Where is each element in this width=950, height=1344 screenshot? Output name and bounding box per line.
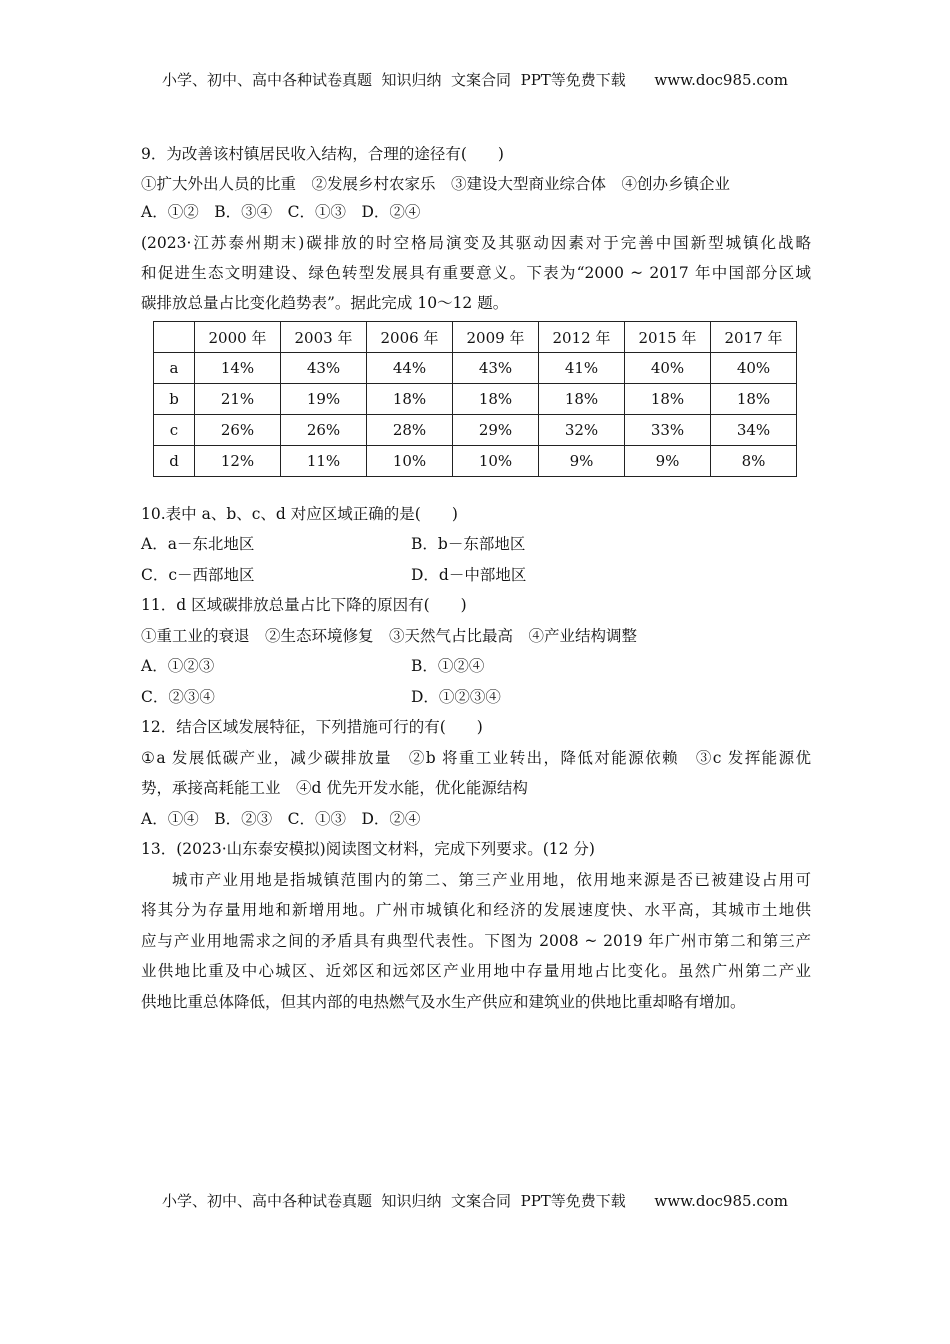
table-cell: 40% [711,353,797,384]
table-cell: 10% [453,446,539,477]
table-cell: 18% [539,384,625,415]
q9-items: ①扩大外出人员的比重 ②发展乡村农家乐 ③建设大型商业综合体 ④创办乡镇企业 [141,175,731,193]
q13-paragraph-line-3: 应与产业用地需求之间的矛盾具有典型代表性。下图为 2008 ~ 2019 年广州市第二和第三产 [141,932,811,950]
q10-option-c: C．c－西部地区 [141,566,255,584]
table-cell: 41% [539,353,625,384]
intro-line-3: 碳排放总量占比变化趋势表”。据此完成 10～12 题。 [141,294,509,312]
page-header: 小学、初中、高中各种试卷真题 知识归纳 文案合同 PPT等免费下载 www.doc985.com [161,71,788,89]
table-header-cell: 2009 年 [453,322,539,353]
q10-option-a: A．a－东北地区 [141,535,255,553]
table-cell: 18% [625,384,711,415]
table-cell: 21% [195,384,281,415]
q12-options: A．①④ B．②③ C．①③ D．②④ [141,810,421,828]
q13-paragraph-line-1: 城市产业用地是指城镇范围内的第二、第三产业用地，依用地来源是否已被建设占用可 [172,871,811,889]
table-cell: 18% [711,384,797,415]
table-cell: 26% [195,415,281,446]
q13-paragraph-line-5: 供地比重总体降低，但其内部的电热燃气及水生产供应和建筑业的供地比重却略有增加。 [141,993,746,1011]
intro-line-1: (2023·江苏泰州期末)碳排放的时空格局演变及其驱动因素对于完善中国新型城镇化战略 [141,234,811,252]
q13-paragraph-line-4: 业供地比重及中心城区、近郊区和远郊区产业用地中存量用地占比变化。虽然广州第二产业 [141,962,811,980]
table-corner-cell [154,322,195,353]
table-cell: 19% [281,384,367,415]
table-cell: 43% [453,353,539,384]
table-cell: 26% [281,415,367,446]
table-cell: 8% [711,446,797,477]
page-footer: 小学、初中、高中各种试卷真题 知识归纳 文案合同 PPT等免费下载 www.doc985.com [161,1192,788,1210]
table-cell: 33% [625,415,711,446]
q11-option-b: B．①②④ [411,657,485,675]
q12-items-line-2: 势，承接高耗能工业 ④d 优先开发水能，优化能源结构 [141,779,528,797]
table-cell: 9% [539,446,625,477]
table-cell: 29% [453,415,539,446]
q11-option-d: D．①②③④ [411,688,501,706]
table-header-row [154,322,797,353]
q10-option-d: D．d－中部地区 [411,566,527,584]
intro-line-2: 和促进生态文明建设、绿色转型发展具有重要意义。下表为“2000 ~ 2017 年中国部分区域 [141,264,811,282]
table-header-cell: 2017 年 [711,322,797,353]
table-header-cell: 2006 年 [367,322,453,353]
table-cell: 40% [625,353,711,384]
carbon-share-table [153,321,797,477]
q12-stem: 12．结合区域发展特征，下列措施可行的有( ) [141,718,483,736]
q12-items-line-1: ①a 发展低碳产业，减少碳排放量 ②b 将重工业转出，降低对能源依赖 ③c 发挥能源优 [141,749,811,767]
q11-items: ①重工业的衰退 ②生态环境修复 ③天然气占比最高 ④产业结构调整 [141,627,638,645]
table-cell: 44% [367,353,453,384]
table-header-cell: 2012 年 [539,322,625,353]
table-cell: 32% [539,415,625,446]
q10-option-b: B．b－东部地区 [411,535,526,553]
table-cell: 10% [367,446,453,477]
table-header-cell: 2003 年 [281,322,367,353]
table-row [154,384,797,415]
q11-stem: 11．d 区域碳排放总量占比下降的原因有( ) [141,596,467,614]
table-row-label: a [154,353,195,384]
q10-stem: 10.表中 a、b、c、d 对应区域正确的是( ) [141,505,458,523]
table-row [154,415,797,446]
table-cell: 9% [625,446,711,477]
table-header-cell: 2000 年 [195,322,281,353]
q13-paragraph-line-2: 将其分为存量用地和新增用地。广州市城镇化和经济的发展速度快、水平高，其城市土地供 [141,901,811,919]
table-row-label: c [154,415,195,446]
q11-option-c: C．②③④ [141,688,215,706]
table-row [154,353,797,384]
q9-stem: 9．为改善该村镇居民收入结构，合理的途径有( ) [141,145,504,163]
table-row-label: b [154,384,195,415]
table-cell: 18% [453,384,539,415]
table-cell: 28% [367,415,453,446]
table-row [154,446,797,477]
q13-stem: 13．(2023·山东泰安模拟)阅读图文材料，完成下列要求。(12 分) [141,840,595,858]
table-header-cell: 2015 年 [625,322,711,353]
table-cell: 43% [281,353,367,384]
q11-option-a: A．①②③ [141,657,215,675]
table-cell: 34% [711,415,797,446]
table-cell: 18% [367,384,453,415]
table-cell: 12% [195,446,281,477]
table-cell: 14% [195,353,281,384]
q9-options: A．①② B．③④ C．①③ D．②④ [141,203,421,221]
table-row-label: d [154,446,195,477]
table-cell: 11% [281,446,367,477]
